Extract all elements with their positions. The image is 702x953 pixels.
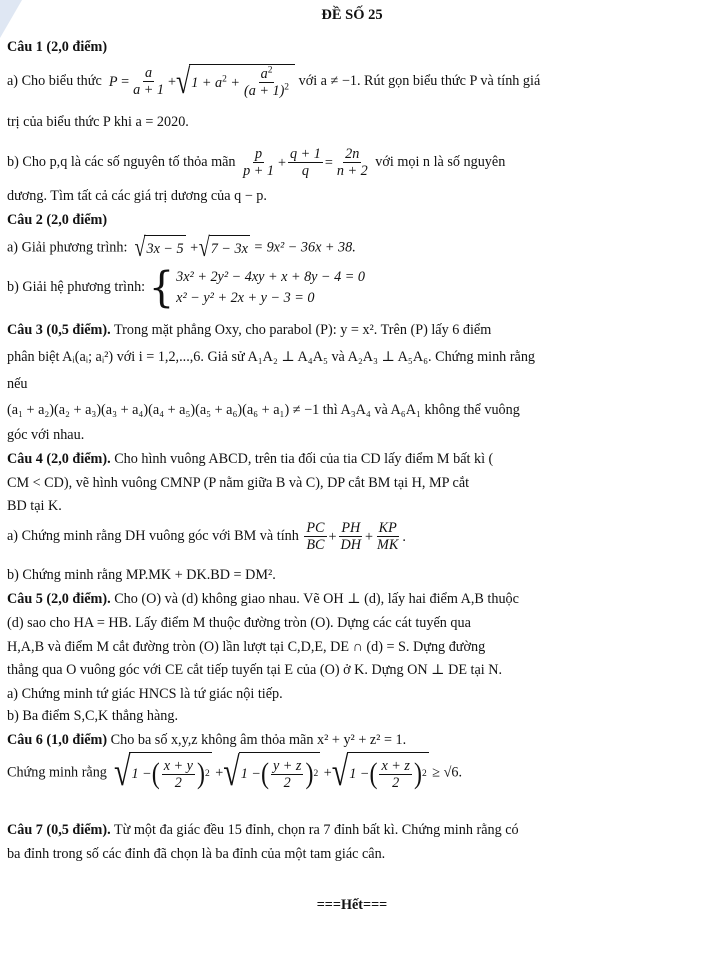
q2-a-equation-rhs: = 9x² − 36x + 38. [253, 239, 356, 256]
q6-line1 [7, 731, 406, 749]
q1-expression: P = $\frac{a}{a + 1}$ + √ $1 + a^2$ + $\frac{a^2}{(a + 1)^2}$ [105, 64, 295, 99]
exam-title: ĐỀ SỐ 25 [321, 7, 383, 23]
q1-b-line2: dương. Tìm tất cả các giá trị dương của q − p. [7, 188, 267, 204]
q4-line2: CM < CD), vẽ hình vuông CMNP (P nằm giữa B và C), DP cắt BM tại H, MP cắt [7, 475, 470, 491]
q6-text-1: Cho ba số x,y,z không âm thỏa mãn x² + y² + z² = 1. [110, 732, 407, 748]
q6-rhs: ≥ √6. [432, 764, 463, 781]
q4-b-line: b) Chứng minh rằng MP.MK + DK.BD = DM². [7, 567, 276, 583]
q2-a-equation: √ 3x − 5 + √ 7 − 3x [134, 233, 248, 263]
q3-line5: góc với nhau. [7, 427, 85, 443]
q1-b-lead: b) Cho p,q là các số nguyên tố thỏa mãn [7, 153, 236, 170]
q4-heading: Câu 4 (2,0 điểm). [7, 451, 111, 467]
q5-line2: (d) sao cho HA = HB. Lấy điểm M thuộc đường tròn (O). Dựng các cát tuyến qua [7, 615, 471, 631]
q2-a-lead: a) Giải phương trình: [7, 239, 128, 256]
q2-a-line [7, 235, 356, 261]
q4-line1 [7, 450, 493, 468]
q1-b-equation: $\frac{p}{p + 1}$ + $\frac{q + 1}{q}$ = $\frac{2n}{n + 2}$ [243, 146, 368, 179]
system-brace: { [148, 263, 175, 312]
q6-lead: Chứng minh rằng [7, 764, 107, 781]
q6-inequality: √ 1 − ( $\frac{x + y}{2}$ ) 2 + √ 1 − ( $\frac{y + z}{2}$ ) 2 + √ 1 − ( $\frac{x + z}{2}$ ) 2 [114, 750, 427, 795]
q4-a-lead: a) Chứng minh rằng DH vuông góc với BM và tính [7, 528, 299, 544]
q1-b-tail: với mọi n là số nguyên [375, 153, 506, 170]
q3-line4: (a₁ + a₂)(a₂ + a₃)(a₃ + a₄)(a₄ + a₅)(a₅ + a₆)(a₆ + a₁) ≠ −1 thì A₃A₄ và A₆A₁ không thể vuông [7, 402, 520, 418]
q4-a-expression: $\frac{PC}{BC}$ + $\frac{PH}{DH}$ + $\frac{KP}{MK}$ . [306, 520, 406, 554]
q7-line1 [7, 821, 519, 839]
q5-b-line: b) Ba điểm S,C,K thẳng hàng. [7, 708, 179, 724]
q1-a-lead: a) Cho biểu thức [7, 72, 102, 89]
q1-a-line1 [7, 61, 541, 101]
q5-a-line: a) Chứng minh tứ giác HNCS là tứ giác nội tiếp. [7, 686, 283, 702]
q6-inequality-line [7, 752, 462, 794]
q3-line1 [7, 321, 491, 339]
q2-system [176, 267, 365, 309]
q1-b-line1 [7, 146, 505, 179]
q5-line1 [7, 590, 519, 608]
q3-text-1: Trong mặt phẳng Oxy, cho parabol (P): y = x². Trên (P) lấy 6 điểm [113, 322, 492, 338]
q5-heading: Câu 5 (2,0 điểm). [7, 591, 111, 607]
q2-heading: Câu 2 (2,0 điểm) [7, 212, 108, 228]
q6-heading: Câu 6 (1,0 điểm) [7, 732, 108, 748]
q7-heading: Câu 7 (0,5 điểm). [7, 822, 111, 838]
q3-line3: nếu [7, 376, 28, 392]
q7-text-1: Từ một đa giác đều 15 đỉnh, chọn ra 7 đỉnh bất kì. Chứng minh rằng có [113, 822, 519, 838]
q3-heading: Câu 3 (0,5 điểm). [7, 322, 111, 338]
q7-line2: ba đỉnh trong số các đỉnh đã chọn là ba đỉnh của một tam giác cân. [7, 846, 386, 862]
q5-line4: thẳng qua O vuông góc với CE cắt tiếp tuyến tại E của (O) ở K. Dựng ON ⊥ DE tại N. [7, 662, 503, 678]
q5-line3: H,A,B và điểm M cắt đường tròn (O) lần lượt tại C,D,E, DE ∩ (d) = S. Dựng đường [7, 639, 486, 655]
q2-b-lead: b) Giải hệ phương trình: [7, 279, 146, 295]
q3-line2: phân biệt Aᵢ(aᵢ; aᵢ²) với i = 1,2,...,6. Giả sử A₁A₂ ⊥ A₄A₅ và A₂A₃ ⊥ A₅A₆. Chứng minh rằng [7, 349, 536, 365]
q2-b-line [7, 263, 365, 312]
q2-system-eq1: 3x² + 2y² − 4xy + x + 8y − 4 = 0 [176, 268, 365, 285]
q1-heading: Câu 1 (2,0 điểm) [7, 39, 108, 55]
q2-system-eq2: x² − y² + 2x + y − 3 = 0 [176, 289, 315, 306]
q5-text-1: Cho (O) và (d) không giao nhau. Vẽ OH ⊥ (d), lấy hai điểm A,B thuộc [114, 591, 519, 607]
q4-text-1: Cho hình vuông ABCD, trên tia đối của tia CD lấy điểm M bất kì ( [114, 451, 494, 467]
q1-a-line2: trị của biểu thức P khi a = 2020. [7, 114, 189, 130]
end-marker: ===Hết=== [316, 897, 388, 913]
q4-a-line [7, 519, 406, 554]
q1-a-condition: với a ≠ −1. Rút gọn biểu thức P và tính giá [298, 72, 541, 89]
q4-line3: BD tại K. [7, 498, 62, 514]
